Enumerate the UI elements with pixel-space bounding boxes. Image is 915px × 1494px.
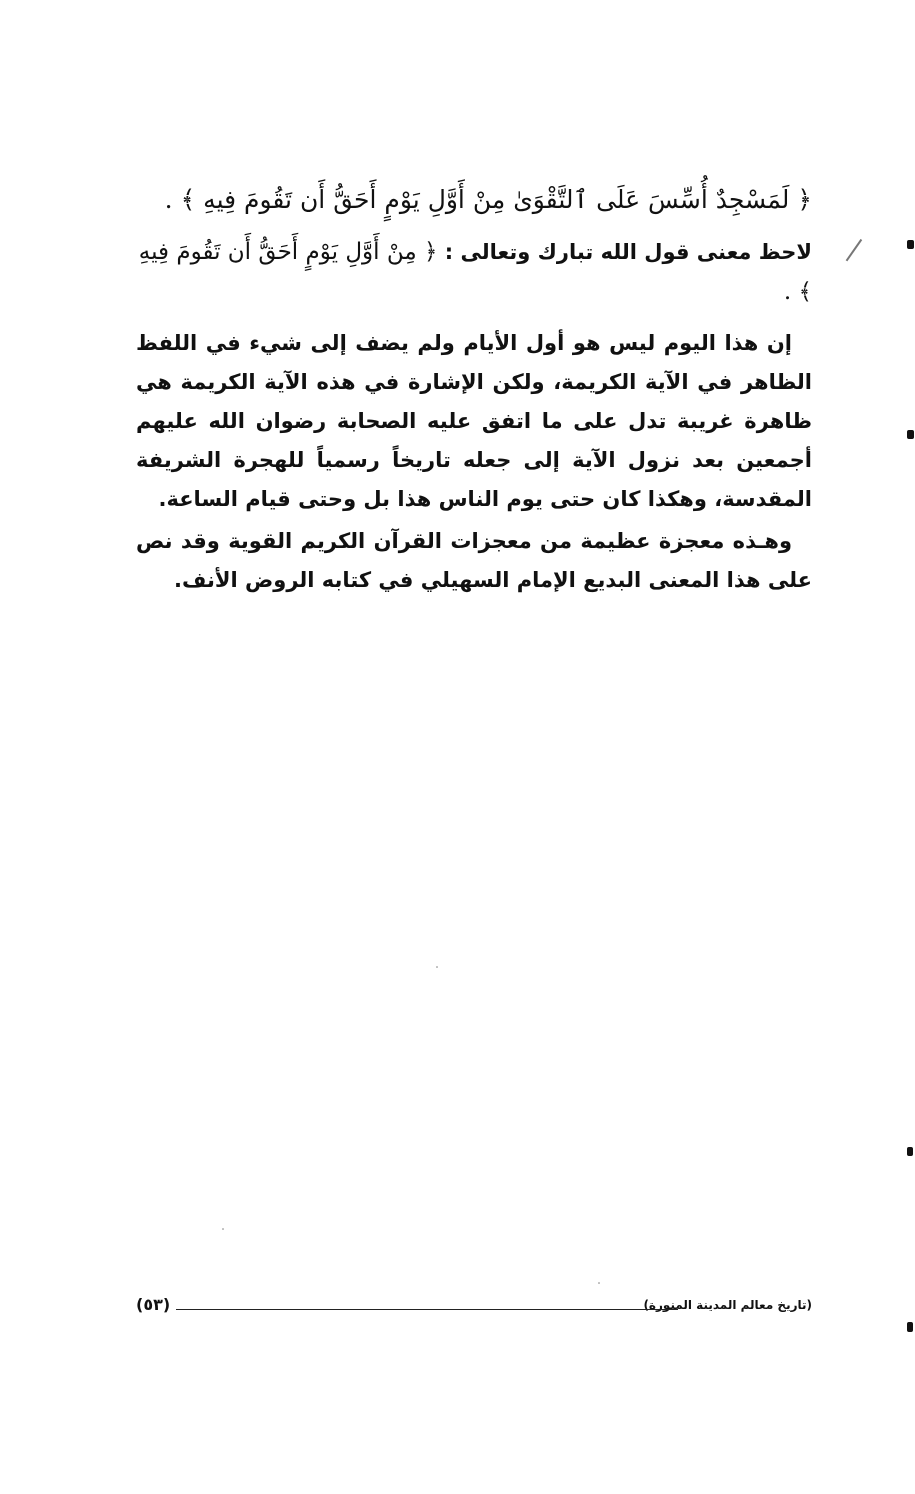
page-body [136,180,812,600]
scan-mark-2 [907,430,914,439]
page-footer [136,1294,812,1324]
note-prefix: لاحظ معنى قول الله تبارك وتعالى : [444,240,812,264]
scan-speck-2 [598,1282,600,1284]
page-number: (٥٣) [136,1295,171,1314]
paragraph-1: إن هذا اليوم ليس هو أول الأيام ولم يضف إلى شيء في اللفظ الظاهر في الآية الكريمة، ولكن الإشارة في هذه الآية الكريمة هي ظاهرة غريبة تدل على ما اتفق عليه الصحابة رضوان الله عليهم أجمعين بعد نزول الآية إلى جعله تاريخاً رسمياً للهجرة الشريفة المقدسة، وهكذا كان حتى يوم الناس هذا بل وحتى قيام الساعة. [136,331,812,511]
scan-speck-3 [222,1228,224,1230]
note-line [136,232,812,312]
scan-mark-3 [907,1147,913,1156]
scan-speck-1 [436,966,438,968]
running-book-title: (تاريخ معالم المدينة المنورة) [643,1298,812,1312]
quran-verse: ﴿ لَمَسْجِدٌ أُسِّسَ عَلَى ٱلتَّقْوَىٰ مِنْ أَوَّلِ يَوْمٍ أَحَقُّ أَن تَقُومَ فِيهِ ﴾ . [164,185,812,214]
scan-mark-4 [907,1322,913,1332]
footer-rule [176,1309,678,1310]
note-verse: ﴿ مِنْ أَوَّلِ يَوْمٍ أَحَقُّ أَن تَقُومَ فِيهِ ﴾ . [138,239,812,305]
scan-slash-mark [846,239,862,261]
scan-mark-1 [907,240,914,249]
paragraph-2: وهـذه معجزة عظيمة من معجزات القرآن الكريم القوية وقد نص على هذا المعنى البديع الإمام السهيلي في كتابه الروض الأنف. [136,529,812,592]
